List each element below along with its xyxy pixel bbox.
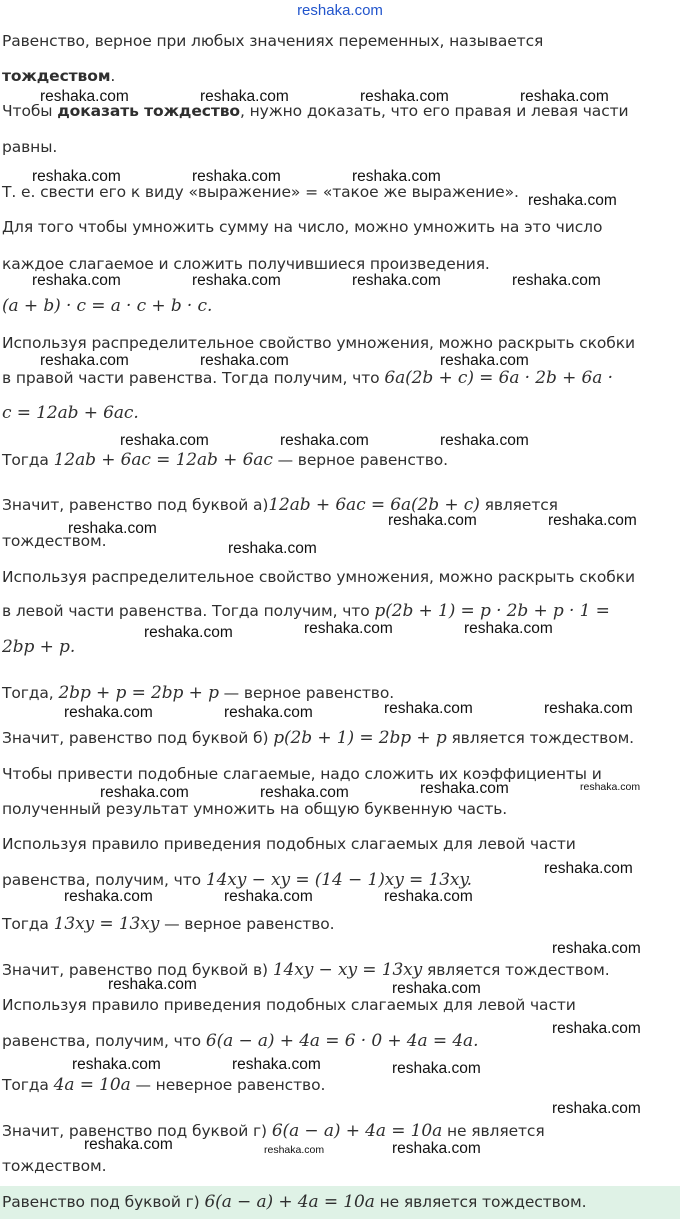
part-a-conclusion-1: Значит, равенство под буквой а)12ab + 6ac = 6a(2b + c) является [2,495,558,515]
final-answer: Равенство под буквой г) 6(a − a) + 4a = 10a не является тождеством. [2,1192,587,1212]
watermark: reshaka.com [548,512,637,529]
watermark: reshaka.com [544,700,633,717]
watermark: reshaka.com [260,784,349,801]
watermark: reshaka.com [224,704,313,721]
watermark-small: reshaka.com [264,1144,325,1156]
watermark: reshaka.com [224,888,313,905]
watermark: reshaka.com [544,860,633,877]
part-v-line-2: равенства, получим, что 14xy − xy = (14 − 1)xy = 13xy. [2,870,472,890]
watermark: reshaka.com [120,432,209,449]
part-g-conclusion-2: тождеством. [2,1157,107,1175]
part-a-line-3: c = 12ab + 6ac. [2,403,139,423]
watermark: reshaka.com [32,272,121,289]
part-b-line-2: в левой части равенства. Тогда получим, что p(2b + 1) = p · 2b + p · 1 = [2,601,610,621]
definition-line-2: тождеством. [2,67,116,85]
part-v-line-1: Используя правило приведения подобных слагаемых для левой части [2,835,576,853]
watermark: reshaka.com [352,272,441,289]
term-identity: тождеством [2,67,111,85]
watermark: reshaka.com [512,272,601,289]
watermark: reshaka.com [528,192,617,209]
watermark: reshaka.com [360,88,449,105]
watermark: reshaka.com [388,512,477,529]
watermark: reshaka.com [552,940,641,957]
distributive-formula: (a + b) · c = a · c + b · c. [2,296,213,316]
watermark: reshaka.com [64,704,153,721]
watermark: reshaka.com [72,1056,161,1073]
watermark: reshaka.com [440,352,529,369]
prove-line-1: Чтобы доказать тождество, нужно доказать, что его правая и левая части [2,102,629,120]
part-g-line-1: Используя правило приведения подобных слагаемых для левой части [2,996,576,1014]
part-a-line-1: Используя распределительное свойство умножения, можно раскрыть скобки [2,334,635,352]
rule-line-1: Для того чтобы умножить сумму на число, можно умножить на это число [2,218,603,236]
watermark: reshaka.com [192,168,281,185]
watermark: reshaka.com [304,620,393,637]
watermark: reshaka.com [100,784,189,801]
part-a-line-2: в правой части равенства. Тогда получим, что 6a(2b + c) = 6a · 2b + 6a · [2,368,613,388]
part-g-line-3: Тогда 4a = 10a — неверное равенство. [2,1075,326,1095]
watermark-small: reshaka.com [580,781,641,793]
watermark: reshaka.com [464,620,553,637]
part-b-conclusion: Значит, равенство под буквой б) p(2b + 1) = 2bp + p является тождеством. [2,728,634,748]
watermark: reshaka.com [40,88,129,105]
like-terms-rule-2: полученный результат умножить на общую буквенную часть. [2,800,508,818]
part-a-conclusion-2: тождеством. [2,532,107,550]
watermark: reshaka.com [352,168,441,185]
part-v-line-3: Тогда 13xy = 13xy — верное равенство. [2,914,335,934]
watermark: reshaka.com [552,1020,641,1037]
watermark: reshaka.com [392,1060,481,1077]
definition-line-1: Равенство, верное при любых значениях переменных, называется [2,32,544,50]
rule-line-2: каждое слагаемое и сложить получившиеся произведения. [2,255,490,273]
watermark: reshaka.com [232,1056,321,1073]
part-b-line-3: 2bp + p. [2,637,76,657]
watermark: reshaka.com [40,352,129,369]
watermark: reshaka.com [520,88,609,105]
site-title[interactable]: reshaka.com [297,2,383,19]
watermark: reshaka.com [280,432,369,449]
part-g-line-2: равенства, получим, что 6(a − a) + 4a = 6 · 0 + 4a = 4a. [2,1031,479,1051]
term-prove-identity: доказать тождество [57,102,240,120]
watermark: reshaka.com [384,700,473,717]
part-b-line-1: Используя распределительное свойство умножения, можно раскрыть скобки [2,568,635,586]
part-a-line-4: Тогда 12ab + 6ac = 12ab + 6ac — верное равенство. [2,450,448,470]
part-v-conclusion: Значит, равенство под буквой в) 14xy − xy = 13xy является тождеством. [2,960,610,980]
watermark: reshaka.com [552,1100,641,1117]
watermark: reshaka.com [84,1136,173,1153]
watermark: reshaka.com [440,432,529,449]
watermark: reshaka.com [192,272,281,289]
watermark: reshaka.com [144,624,233,641]
watermark: reshaka.com [200,352,289,369]
watermark: reshaka.com [200,88,289,105]
part-g-conclusion-1: Значит, равенство под буквой г) 6(a − a) + 4a = 10a не является [2,1121,545,1141]
like-terms-rule-1: Чтобы привести подобные слагаемые, надо сложить их коэффициенты и [2,765,602,783]
watermark: reshaka.com [228,540,317,557]
watermark: reshaka.com [420,780,509,797]
prove-line-2: равны. [2,138,58,156]
prove-line-3: Т. е. свести его к виду «выражение» = «такое же выражение». [2,183,519,201]
watermark: reshaka.com [392,980,481,997]
watermark: reshaka.com [108,976,197,993]
watermark: reshaka.com [68,520,157,537]
watermark: reshaka.com [392,1140,481,1157]
part-b-line-4: Тогда, 2bp + p = 2bp + p — верное равенство. [2,683,395,703]
watermark: reshaka.com [32,168,121,185]
watermark: reshaka.com [64,888,153,905]
watermark: reshaka.com [384,888,473,905]
